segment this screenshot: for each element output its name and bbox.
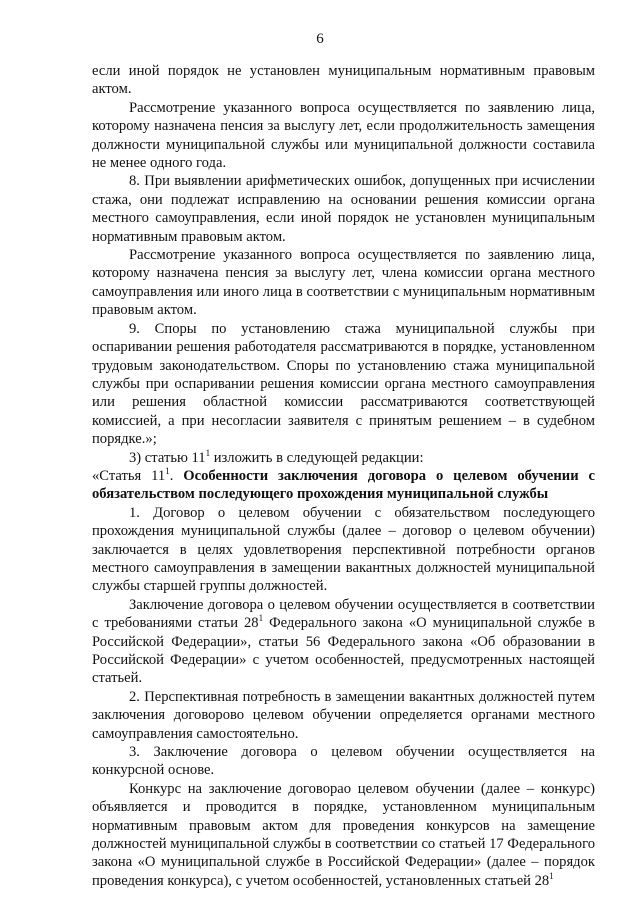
- paragraph: Рассмотрение указанного вопроса осуществляется по заявлению лица, которому назначена пенсия за выслугу лет, если продолжительность замещения должности муниципальной службы или муниципальной должности составила не менее одного года.: [92, 99, 595, 172]
- page-number: 6: [316, 31, 324, 47]
- paragraph-text: изложить в следующей редакции:: [210, 449, 424, 466]
- paragraph-text: 3) статью 11: [129, 449, 206, 466]
- paragraph-text: Заключение договора о целевом обучении осуществляется в соответствии с требованиями статьи 28: [92, 596, 595, 632]
- paragraph: 1. Договор о целевом обучении с обязательством последующего прохождения муниципальной службы (далее – договор о целевом обучении) заключается в целях удовлетворения перспективной потребности органов местного самоуправления в замещении вакантных должностей муниципальной службы старшей группы должностей.: [92, 504, 595, 595]
- paragraph: Рассмотрение указанного вопроса осуществляется по заявлению лица, которому назначена пенсия за выслугу лет, члена комиссии органа местного самоуправления или иного лица в соответствии с муниципальным нормативным правовым актом.: [92, 247, 595, 319]
- paragraph: 3. Заключение договора о целевом обучении осуществляется на конкурсной основе.: [92, 744, 595, 779]
- article-title: Особенности заключения договора о целевом обучении с обязательством последующего прохождения муниципальной службы: [92, 467, 595, 503]
- article-number: «Статья 11: [92, 467, 166, 484]
- paragraph: [92, 596, 595, 688]
- superscript: 1: [165, 466, 170, 477]
- paragraph: 9. Споры по установлению стажа муниципальной службы при оспаривании решения работодателя рассматриваются в порядке, установленном трудовым законодательством. Споры по установлению стажа муниципальной службы при оспаривании решения комиссии органа местного самоуправления или решения областной комиссии рассматриваются соответствующей комиссией, а при несогласии заявителя с принятым решением – в судебном порядке.»;: [92, 320, 595, 448]
- paragraph: [92, 780, 595, 890]
- superscript: 1: [258, 613, 264, 624]
- paragraph: 8. При выявлении арифметических ошибок, допущенных при исчислении стажа, они подлежат исправлению на основании решения комиссии органа местного самоуправления, если иной порядок не установлен муниципальным нормативным правовым актом.: [92, 173, 595, 245]
- document-body: [92, 62, 595, 890]
- paragraph: [92, 449, 595, 467]
- article-heading: [92, 467, 595, 504]
- paragraph-text: Конкурс на заключение договорао целевом обучении (далее – конкурс) объявляется и проводится в порядке, установленном муниципальным нормативным правовым актом для проведения конкурсов на замещение должностей муниципальной службы в соответствии со статьей 17 Федерального закона «О муниципальной службе в Российской Федерации» (далее – порядок проведения конкурса), с учетом особенностей, установленных статьей 28: [92, 780, 595, 889]
- paragraph-text: Федерального закона «О муниципальной службе в Российской Федерации», статьи 56 Федерального закона «Об образовании в Российской Федерации» с учетом особенностей, предусмотренных настоящей статьей.: [92, 615, 595, 687]
- superscript: 1: [549, 871, 554, 882]
- paragraph: 2. Перспективная потребность в замещении вакантных должностей путем заключения договорово целевом обучении определяется органами местного самоуправления самостоятельно.: [92, 688, 595, 742]
- paragraph: если иной порядок не установлен муниципальным нормативным правовым актом.: [92, 63, 595, 98]
- superscript: 1: [205, 447, 211, 458]
- heading-separator: .: [169, 467, 184, 484]
